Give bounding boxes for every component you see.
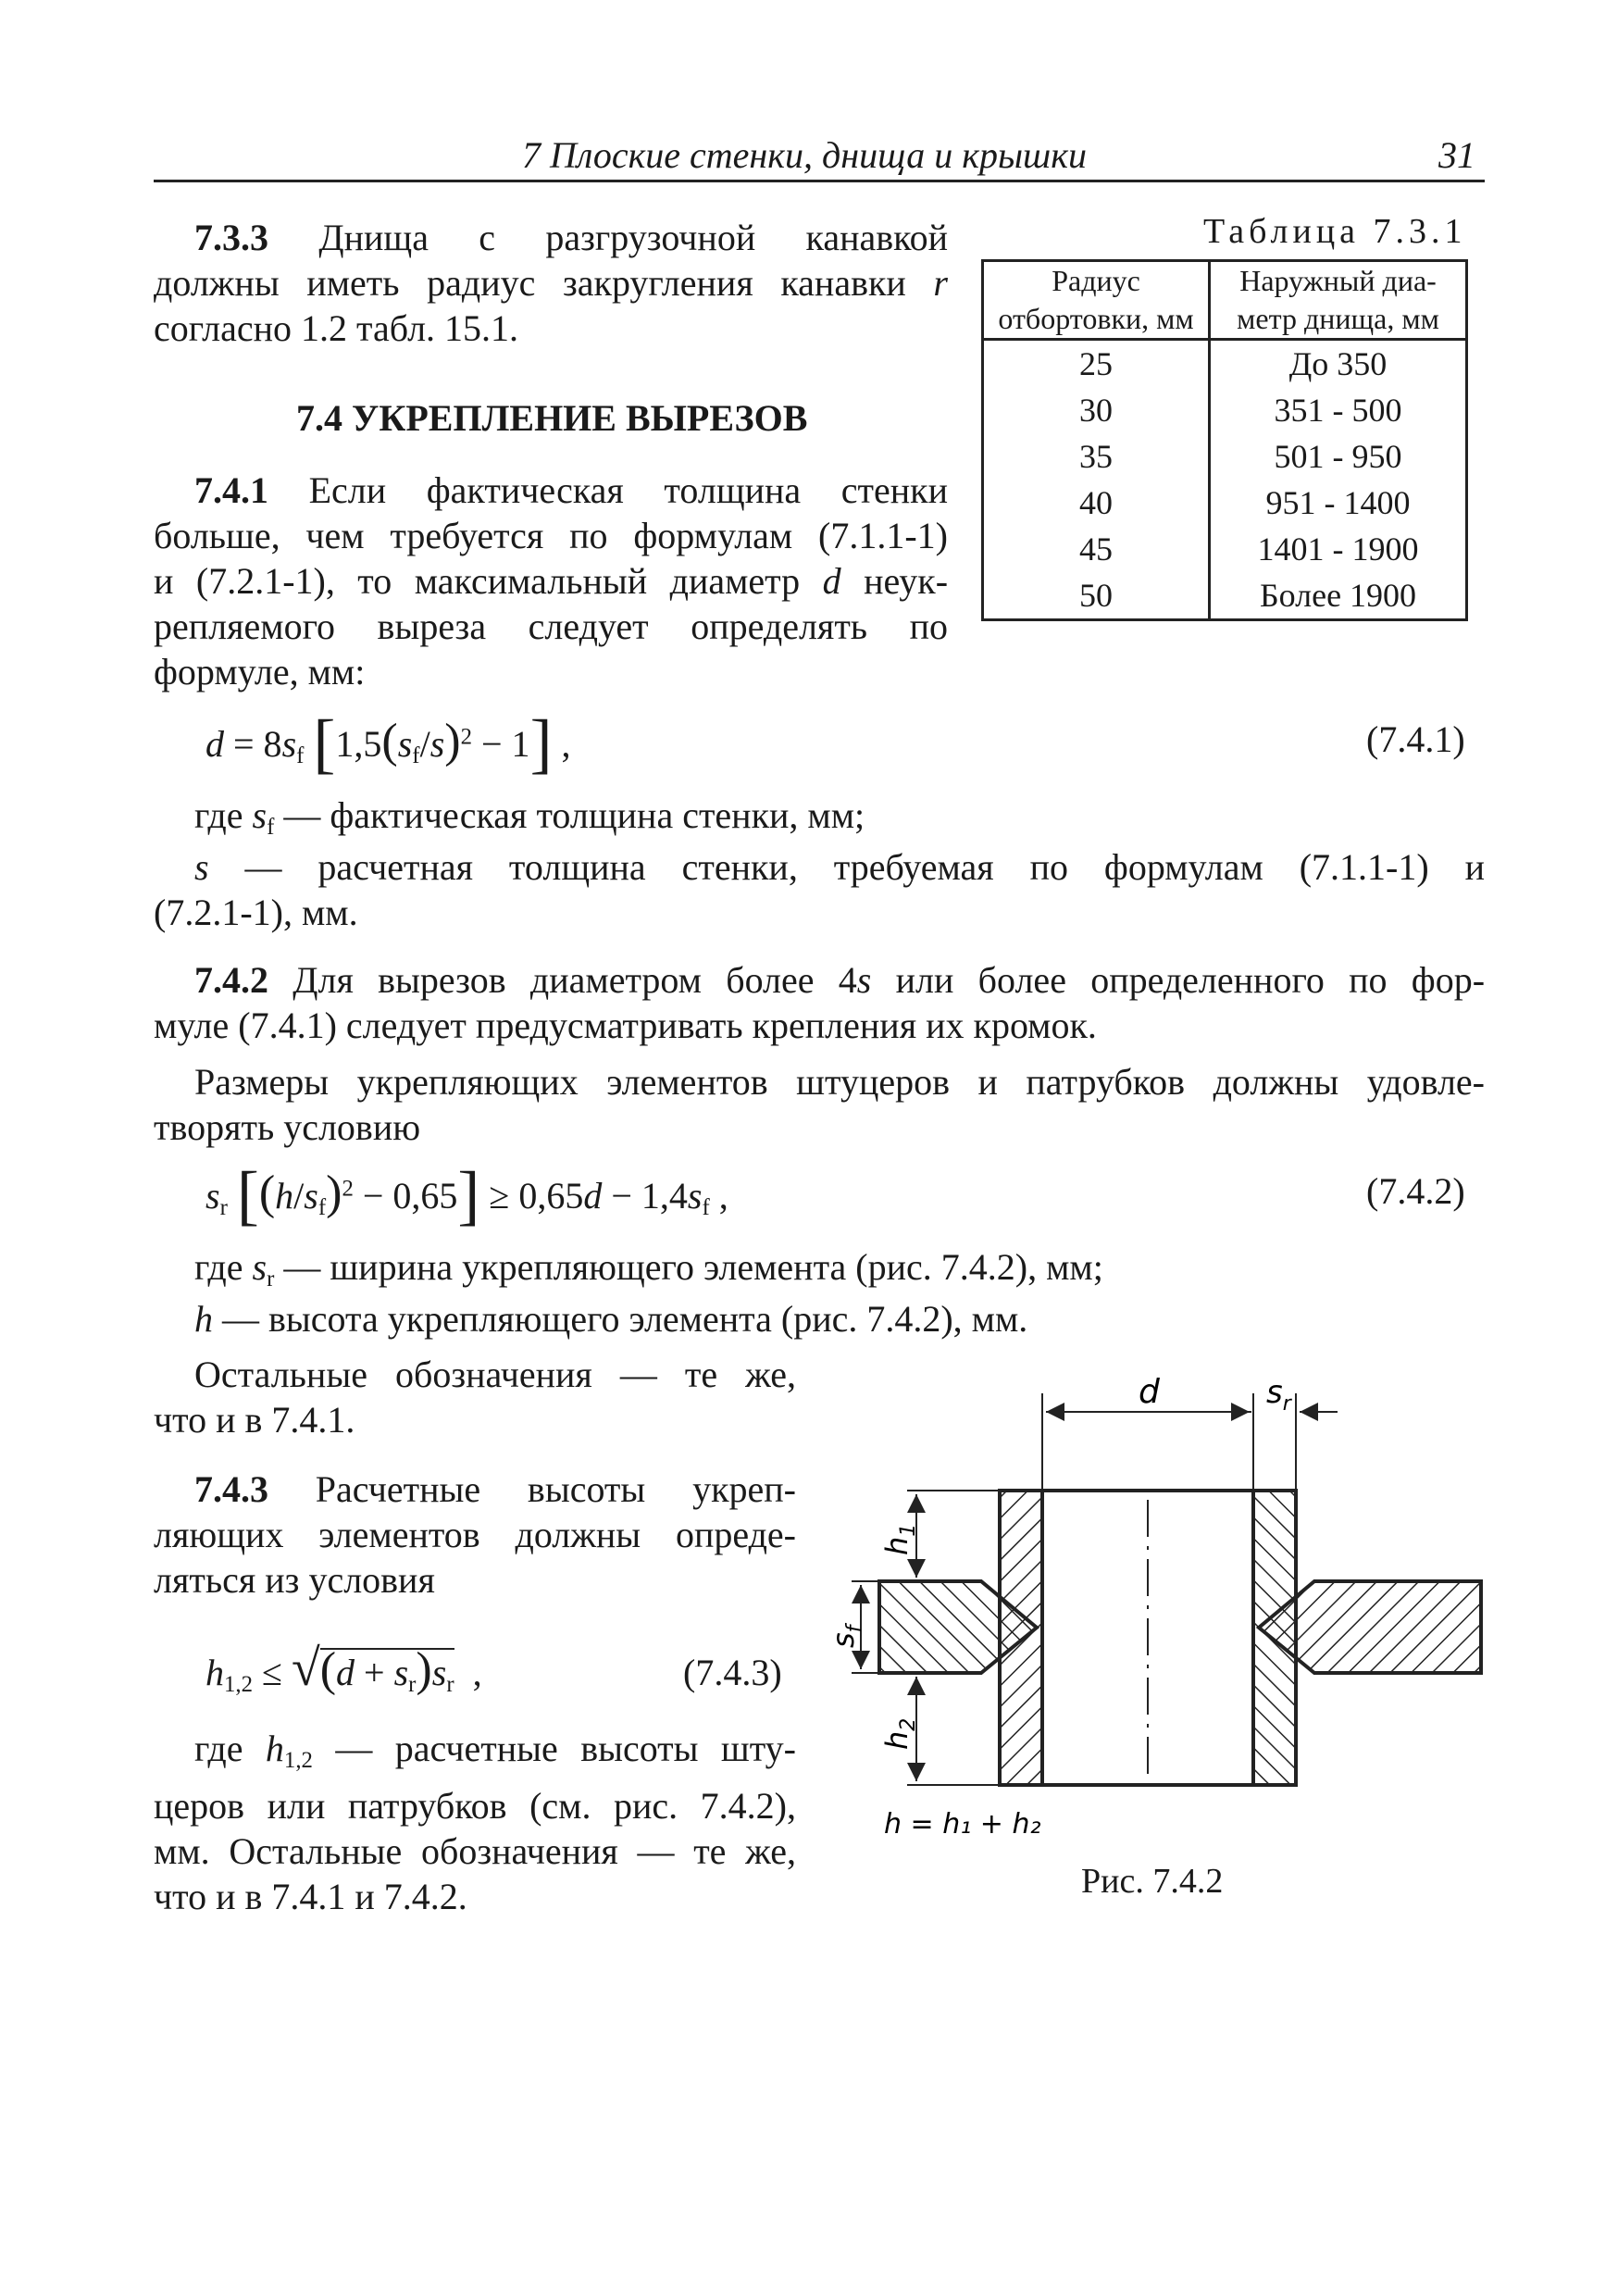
section-7-4-3: 7.4.3 Расчетные высоты укреп- ляющих элементов должны опреде- ляться из условия bbox=[154, 1468, 796, 1601]
formula-7-4-2: $s_r$ $[(h/s_f)^2 - 0,65] \ge 0,65d - 1,4s_f$ , bbox=[205, 1158, 728, 1232]
where-h: h — высота укрепляющего элемента (рис. 7.4.2), мм. bbox=[194, 1298, 1028, 1340]
nozzle-reinforcement-figure bbox=[826, 1370, 1500, 1907]
table-header-diameter: Наружный диа- метр днища, мм bbox=[1210, 261, 1467, 340]
rest-notation: Остальные обозначения — те же, что и в 7.4.1. bbox=[154, 1354, 796, 1441]
nozzle-wall-left bbox=[1000, 1491, 1042, 1785]
dimension-sf-label: $s_f$ bbox=[826, 1625, 866, 1648]
flange-radius-table bbox=[981, 259, 1468, 621]
dimension-h1-label: $h_1$ bbox=[879, 1523, 920, 1555]
section-7-3-3: 7.3.3 Днища с разгрузочной канавкой должны иметь радиус закругления канавки r согласно 1.2 табл. 15.1. bbox=[154, 217, 948, 349]
where-h12: где $h_{1,2}$ — расчетные высоты шту- церов или патрубков (см. рис. 7.4.2), мм. Остальные обозначения — те же, что и в 7.4.1 и 7.4.2. bbox=[154, 1728, 796, 1917]
formula-label: (7.4.2) bbox=[1366, 1170, 1465, 1212]
page-number: 31 bbox=[1438, 134, 1475, 176]
table-header-radius: Радиус отбортовки, мм bbox=[983, 261, 1210, 340]
figure-formula: h = h₁ + h₂ bbox=[884, 1808, 1041, 1841]
dimension-sr-label: $s_r$ bbox=[1266, 1374, 1291, 1416]
section-7-4-2: 7.4.2 Для вырезов диаметром более 4s или более определенного по фор- муле (7.4.1) следует предусматривать крепления их кромок. Размеры укрепляющих элементов штуцеров и патрубков должны удовле- творять условию bbox=[154, 959, 1486, 1148]
table-row: 50 Более 1900 bbox=[983, 572, 1467, 620]
section-7-4-1: 7.4.1 Если фактическая толщина стенки больше, чем требуется по формулам (7.1.1-1) и (7.2.1-1), то максимальный диаметр d неук- репляемого выреза следует определять по формуле, мм: bbox=[154, 469, 949, 693]
table-row: 30 351 - 500 bbox=[983, 387, 1467, 433]
formula-7-4-3: $h_{1,2} \le √(d + s_r)s_r$ , bbox=[205, 1640, 482, 1697]
dimension-d-label: d bbox=[1139, 1373, 1160, 1411]
figure-caption: Рис. 7.4.2 bbox=[1081, 1862, 1224, 1901]
where-sf: где $s_f$ — фактическая толщина стенки, мм; bbox=[194, 794, 865, 840]
nozzle-wall-right bbox=[1253, 1491, 1296, 1785]
table-row: 45 1401 - 1900 bbox=[983, 526, 1467, 572]
section-number: 7.3.3 bbox=[194, 217, 268, 258]
table-caption: Таблица 7.3.1 bbox=[1203, 212, 1467, 251]
header-rule bbox=[154, 180, 1485, 182]
formula-label: (7.4.3) bbox=[683, 1652, 782, 1693]
dimension-h2-label: $h_2$ bbox=[879, 1717, 920, 1750]
section-heading: 7.4 УКРЕПЛЕНИЕ ВЫРЕЗОВ bbox=[296, 397, 808, 439]
where-s: s — расчетная толщина стенки, требуемая по формулам (7.1.1-1) и (7.2.1-1), мм. bbox=[154, 846, 1486, 933]
formula-label: (7.4.1) bbox=[1366, 718, 1465, 760]
where-sr: где $s_r$ — ширина укрепляющего элемента (рис. 7.4.2), мм; bbox=[194, 1246, 1103, 1292]
chapter-title: 7 Плоские стенки, днища и крышки bbox=[522, 134, 1087, 176]
table-row: 35 501 - 950 bbox=[983, 433, 1467, 480]
formula-7-4-1: $d = 8s_f$ $[1,5(s_f/s)^2 - 1]$ , bbox=[205, 706, 571, 780]
table-row: 25 До 350 bbox=[983, 340, 1467, 388]
table-row: 40 951 - 1400 bbox=[983, 480, 1467, 526]
